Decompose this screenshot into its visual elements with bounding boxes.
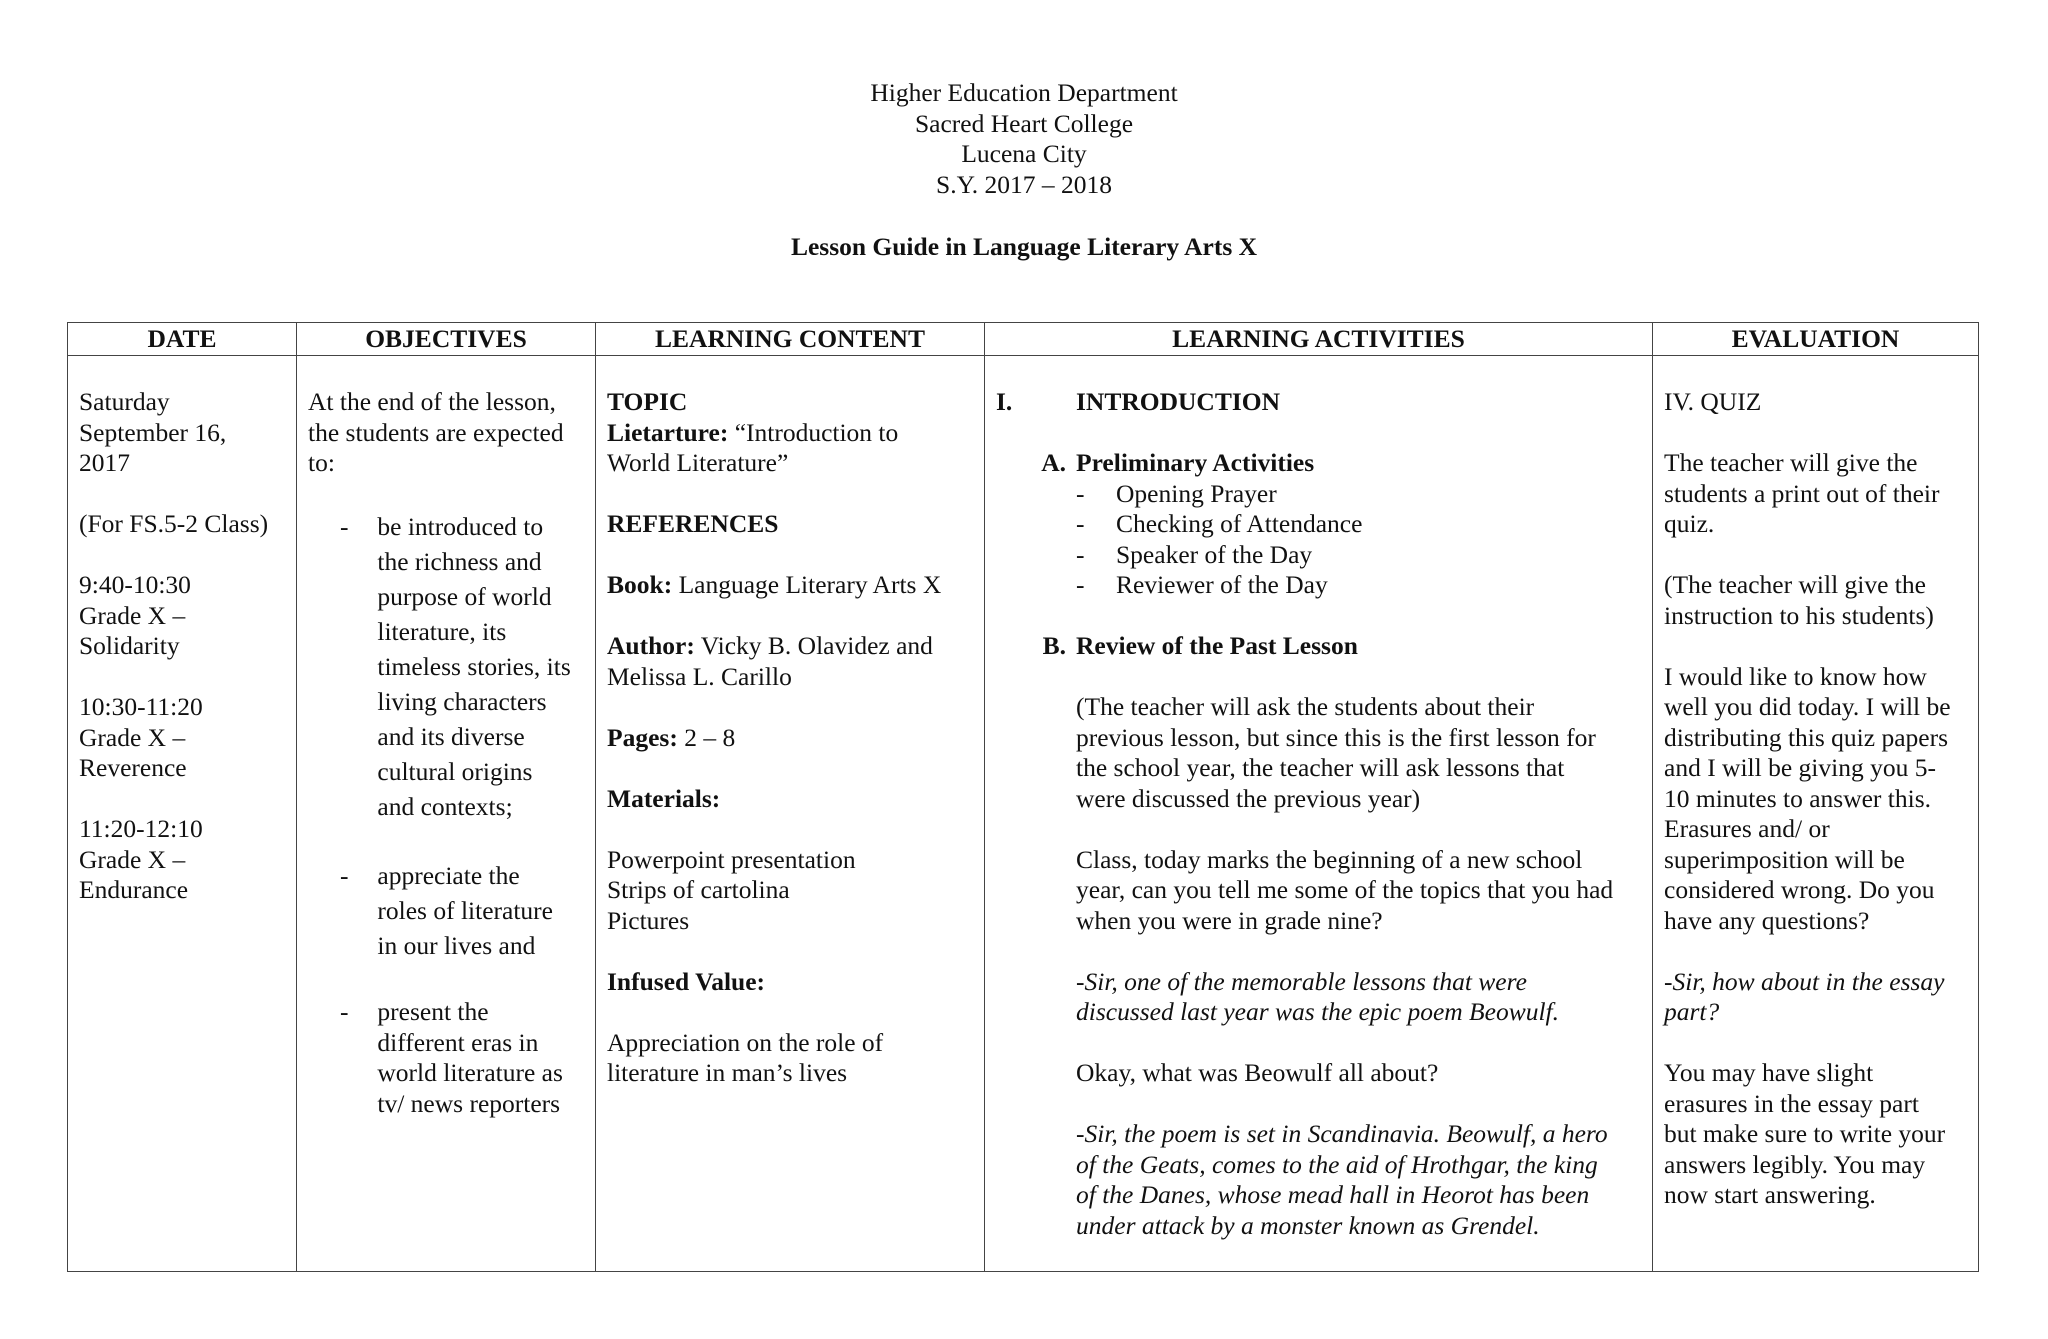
literature-line (607, 418, 973, 449)
objective-line: the richness and (377, 547, 542, 576)
bullet-dash: - (340, 997, 349, 1026)
evaluation-line: have any questions? (1664, 905, 1870, 935)
table-header-row (68, 323, 1979, 356)
learning-content-cell (596, 356, 985, 1272)
objective-item (308, 858, 584, 963)
infused-value-line: literature in man’s lives (607, 1058, 848, 1087)
objectives-cell (297, 356, 596, 1272)
objective-line: appreciate the (377, 861, 520, 890)
evaluation-line: I would like to know how (1664, 661, 1927, 691)
objective-line: in our lives and (377, 931, 536, 960)
materials-label: Materials: (607, 783, 721, 813)
objective-line: cultural origins (377, 757, 533, 786)
objective-line: world literature as (377, 1058, 563, 1087)
material-item: Powerpoint presentation (607, 844, 856, 874)
dialogue-line: the school year, the teacher will ask lessons that (1076, 753, 1565, 782)
objective-item (308, 997, 584, 1119)
list-item-text: Reviewer of the Day (1116, 570, 1328, 599)
list-item: - Speaker of the Day (1076, 539, 1313, 569)
objective-line: living characters (377, 687, 547, 716)
column-header-learning-content: LEARNING CONTENT (596, 323, 985, 356)
subsection-title: Review of the Past Lesson (1076, 631, 1358, 660)
student-response-line: of the Danes, whose mead hall in Heorot has been (1076, 1180, 1590, 1209)
date-line-1: September 16, (79, 417, 227, 447)
session-section: Reverence (79, 753, 187, 782)
evaluation-line: You may have slight (1664, 1058, 1874, 1087)
student-response-line: of the Geats, comes to the aid of Hrothgar, the king (1076, 1149, 1598, 1179)
session-grade: Grade X – (79, 722, 186, 752)
date-line-2: 2017 (79, 448, 130, 477)
subsection-letter: A. (1041, 448, 1066, 477)
student-response-line: -Sir, the poem is set in Scandinavia. Beowulf, a hero (1076, 1119, 1608, 1148)
lesson-guide-table (67, 322, 1979, 1272)
evaluation-line: quiz. (1664, 509, 1715, 538)
objective-line: present the (377, 997, 489, 1026)
pages-line (607, 723, 973, 754)
review-dialogue (996, 692, 1641, 1241)
list-item-text: Speaker of the Day (1116, 539, 1313, 569)
dialogue-line: year, can you tell me some of the topics that you had (1076, 875, 1614, 904)
objectives-intro-line: the students are expected (308, 417, 564, 447)
infused-value-label: Infused Value: (607, 966, 766, 996)
objective-line: roles of literature (377, 896, 553, 925)
session-time: 11:20-12:10 (79, 814, 203, 843)
topic-label: TOPIC (607, 387, 688, 416)
objective-line: and contexts; (377, 792, 513, 821)
literature-value: “Introduction to (734, 417, 899, 447)
dialogue-line: Class, today marks the beginning of a new school (1076, 844, 1583, 874)
objective-line: and its diverse (377, 722, 525, 751)
subsection-a-heading (996, 448, 1641, 479)
student-response-line: -Sir, one of the memorable lessons that were (1076, 966, 1527, 996)
objective-line: literature, its (377, 617, 507, 646)
evaluation-line: answers legibly. You may (1664, 1149, 1926, 1179)
subsection-b-heading (996, 631, 1641, 662)
session-time: 9:40-10:30 (79, 570, 191, 599)
evaluation-line: Erasures and/ or (1664, 814, 1830, 843)
evaluation-line: and I will be giving you 5- (1664, 753, 1936, 782)
author-label: Author: (607, 631, 695, 660)
evaluation-cell (1653, 356, 1979, 1272)
table-body-row (68, 356, 1979, 1272)
evaluation-line: superimposition will be (1664, 844, 1905, 874)
school-year: S.Y. 2017 – 2018 (936, 169, 1112, 199)
dialogue-line: (The teacher will ask the students about their (1076, 692, 1535, 721)
list-item-text: Checking of Attendance (1116, 509, 1363, 538)
infused-value-line: Appreciation on the role of (607, 1027, 884, 1057)
evaluation-line: considered wrong. Do you (1664, 875, 1935, 904)
objectives-intro-line: to: (308, 448, 335, 477)
evaluation-line: now start answering. (1664, 1180, 1876, 1209)
literature-label: Lietarture: (607, 417, 729, 447)
student-question-line: part? (1664, 997, 1720, 1026)
bullet-dash: - (340, 512, 349, 541)
session-grade: Grade X – (79, 844, 186, 874)
list-item: - Opening Prayer (1076, 478, 1277, 508)
city-name: Lucena City (961, 139, 1087, 168)
list-item: - Reviewer of the Day (1076, 570, 1328, 599)
objectives-intro-line: At the end of the lesson, (308, 387, 556, 416)
evaluation-line: erasures in the essay part (1664, 1088, 1919, 1118)
objectives-list (308, 509, 584, 1119)
subsection-letter: B. (1042, 631, 1066, 660)
document-title: Lesson Guide in Language Literary Arts X (790, 232, 1258, 261)
material-item: Pictures (607, 905, 690, 935)
objectives-intro (308, 387, 584, 479)
evaluation-line: The teacher will give the (1664, 448, 1918, 477)
column-header-evaluation: EVALUATION (1653, 323, 1979, 356)
evaluation-line: instruction to his students) (1664, 600, 1934, 630)
author-value: Vicky B. Olavidez and (700, 631, 933, 660)
objective-line: be introduced to (377, 512, 544, 541)
book-label: Book: (607, 570, 673, 599)
learning-activities-cell (985, 356, 1653, 1272)
pages-value: 2 – 8 (684, 722, 736, 752)
session-time: 10:30-11:20 (79, 692, 203, 721)
evaluation-line: (The teacher will give the (1664, 570, 1926, 599)
section-title: INTRODUCTION (1076, 387, 1281, 416)
evaluation-line: but make sure to write your (1664, 1119, 1946, 1148)
objective-line: purpose of world (377, 582, 552, 611)
dialogue-line: were discussed the previous year) (1076, 783, 1421, 813)
column-header-learning-activities: LEARNING ACTIVITIES (985, 323, 1653, 356)
quiz-heading: IV. QUIZ (1664, 387, 1762, 416)
preliminary-list (996, 479, 1641, 601)
book-value: Language Literary Arts X (678, 570, 942, 599)
section-number: I. (996, 387, 1013, 416)
student-question-line: -Sir, how about in the essay (1664, 966, 1945, 996)
list-item: - Checking of Attendance (1076, 509, 1363, 538)
evaluation-line: students a print out of their (1664, 478, 1940, 508)
list-item-text: Opening Prayer (1116, 478, 1277, 508)
subsection-title: Preliminary Activities (1076, 448, 1315, 477)
author-line (607, 631, 973, 662)
literature-value-cont: World Literature” (607, 448, 789, 477)
dialogue-line: previous lesson, but since this is the first lesson for (1076, 722, 1596, 752)
column-header-date: DATE (68, 323, 297, 356)
session-section: Endurance (79, 875, 189, 904)
references-label: REFERENCES (607, 509, 779, 538)
dialogue-line: when you were in grade nine? (1076, 905, 1383, 935)
student-response-line: discussed last year was the epic poem Beowulf. (1076, 997, 1560, 1026)
objective-line: different eras in (377, 1027, 539, 1057)
date-cell (68, 356, 297, 1272)
pages-label: Pages: (607, 722, 678, 752)
department-name: Higher Education Department (870, 78, 1178, 107)
objective-line: tv/ news reporters (377, 1088, 561, 1118)
objective-item (308, 509, 584, 824)
date-day: Saturday (79, 387, 170, 416)
college-name: Sacred Heart College (914, 108, 1134, 138)
session-grade: Grade X – (79, 600, 186, 630)
book-line (607, 570, 973, 601)
document-header (0, 78, 2048, 200)
evaluation-line: well you did today. I will be (1664, 692, 1951, 721)
material-item: Strips of cartolina (607, 875, 790, 904)
section-heading (996, 387, 1641, 418)
student-response-line: under attack by a monster known as Grendel. (1076, 1210, 1540, 1240)
evaluation-line: distributing this quiz papers (1664, 722, 1949, 752)
objective-line: timeless stories, its (377, 652, 571, 681)
dialogue-line: Okay, what was Beowulf all about? (1076, 1058, 1439, 1087)
bullet-dash: - (340, 861, 349, 890)
column-header-objectives: OBJECTIVES (297, 323, 596, 356)
author-value-cont: Melissa L. Carillo (607, 661, 792, 691)
class-label: (For FS.5-2 Class) (79, 509, 269, 538)
evaluation-line: 10 minutes to answer this. (1664, 783, 1932, 813)
session-section: Solidarity (79, 631, 180, 660)
